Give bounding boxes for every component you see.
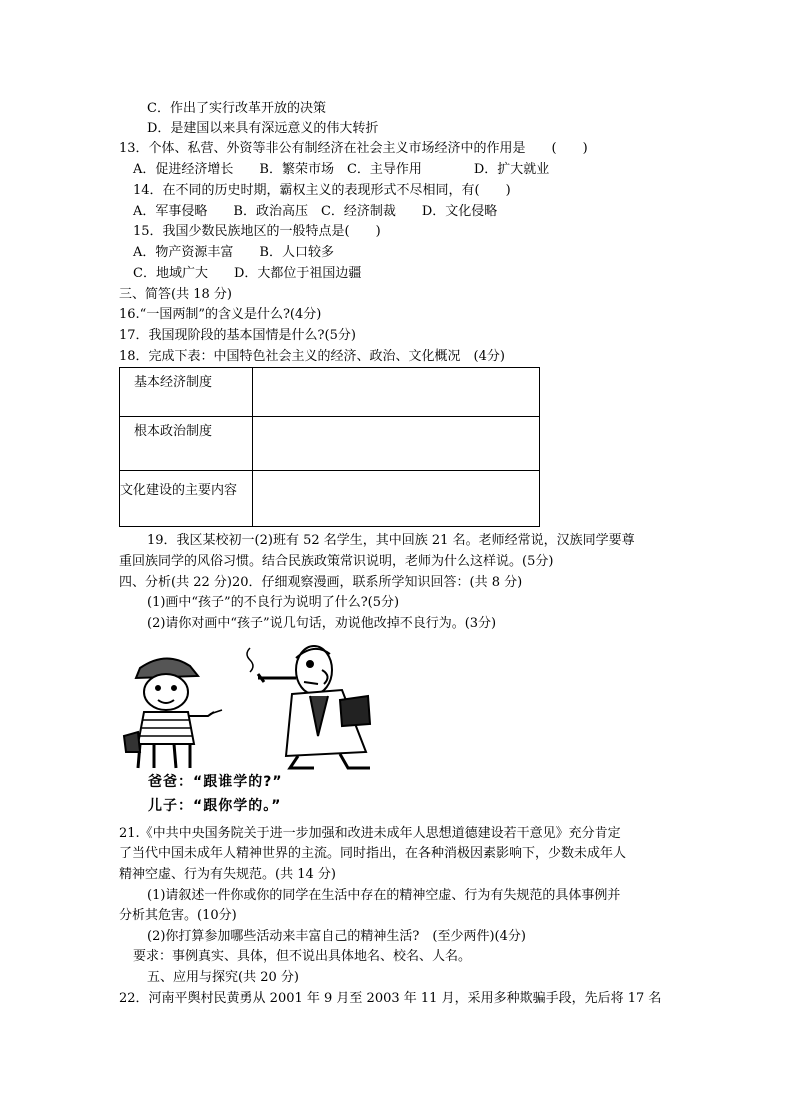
question-18: 18．完成下表：中国特色社会主义的经济、政治、文化概况 (4分) <box>119 349 505 364</box>
question-17: 17．我国现阶段的基本国情是什么?(5分) <box>119 328 356 343</box>
question-21-line3: 精神空虚、行为有失规范。(共 14 分) <box>119 867 336 882</box>
section-4-heading: 四、分析(共 22 分)20．仔细观察漫画，联系所学知识回答：(共 8 分) <box>119 575 523 590</box>
cartoon-caption-father: 爸爸：“跟谁学的?” <box>148 774 283 790</box>
father-figure <box>258 646 370 768</box>
question-15-options-ab: A．物产资源丰富 B．人口较多 <box>133 245 334 260</box>
section-5-heading: 五、应用与探究(共 20 分) <box>147 970 299 985</box>
child-figure <box>124 658 222 768</box>
answer-cell[interactable] <box>253 417 540 471</box>
question-22: 22．河南平舆村民黄勇从 2001 年 9 月至 2003 年 11 月，采用多种欺骗手段，先后将 17 名 <box>119 991 662 1006</box>
answer-cell[interactable] <box>253 471 540 527</box>
question-19-line2: 重回族同学的风俗习惯。结合民族政策常识说明，老师为什么这样说。(5分) <box>119 554 554 569</box>
question-15-options-cd: C．地域广大 D．大都位于祖国边疆 <box>133 266 362 281</box>
cartoon-illustration <box>118 640 418 816</box>
question-13-options: A．促进经济增长 B．繁荣市场 C．主导作用 D．扩大就业 <box>133 162 550 177</box>
question-14: 14．在不同的历史时期，霸权主义的表现形式不尽相同，有( ) <box>133 183 511 198</box>
cartoon-drawing <box>118 640 418 770</box>
question-15: 15．我国少数民族地区的一般特点是( ) <box>133 224 381 239</box>
question-20-part1: (1)画中“孩子”的不良行为说明了什么?(5分) <box>147 595 400 610</box>
table-row-label: 文化建设的主要内容 <box>120 471 253 527</box>
cartoon-caption-son: 儿子：“跟你学的。” <box>148 798 282 814</box>
question-13: 13．个体、私营、外资等非公有制经济在社会主义市场经济中的作用是 ( ) <box>119 141 588 156</box>
option-c: C．作出了实行改革开放的决策 <box>147 101 326 116</box>
question-21-requirement: 要求：事例真实、具体，但不说出具体地名、校名、人名。 <box>133 949 472 964</box>
question-21-line2: 了当代中国未成年人精神世界的主流。同时指出，在各种消极因素影响下，少数未成年人 <box>119 846 627 861</box>
question-21-part2: (2)你打算参加哪些活动来丰富自己的精神生活? (至少两件)(4分) <box>147 929 526 944</box>
answer-cell[interactable] <box>253 368 540 417</box>
question-19-line1: 19．我区某校初一(2)班有 52 名学生，其中回族 21 名。老师经常说，汉族同学要尊 <box>147 533 635 548</box>
table-row-label: 根本政治制度 <box>120 417 253 471</box>
question-21-part1-cont: 分析其危害。(10分) <box>119 908 237 923</box>
option-d: D．是建国以来具有深远意义的伟大转折 <box>147 121 379 136</box>
question-20-part2: (2)请你对画中“孩子”说几句话，劝说他改掉不良行为。(3分) <box>147 616 497 631</box>
question-21-line1: 21.《中共中央国务院关于进一步加强和改进未成年人思想道德建设若干意见》充分肯定 <box>119 826 621 841</box>
section-3-heading: 三、简答(共 18 分) <box>119 287 232 302</box>
question-14-options: A．军事侵略 B．政治高压 C．经济制裁 D．文化侵略 <box>133 204 498 219</box>
table-row-label: 基本经济制度 <box>120 368 253 417</box>
overview-table <box>119 367 540 527</box>
question-21-part1: (1)请叙述一件你或你的同学在生活中存在的精神空虚、行为有失规范的具体事例并 <box>147 888 621 903</box>
question-16: 16.“一国两制”的含义是什么?(4分) <box>119 307 322 322</box>
smoke <box>247 648 253 672</box>
